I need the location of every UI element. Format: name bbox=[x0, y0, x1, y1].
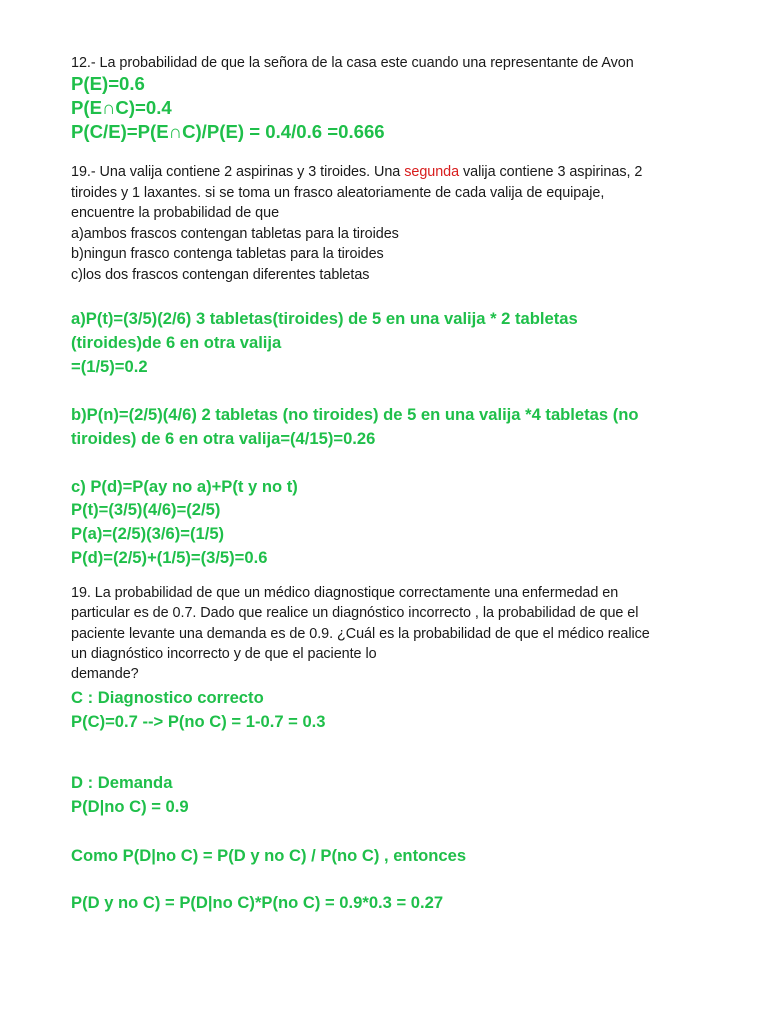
problem-19a-option-a: a)ambos frascos contengan tabletas para la tiroides bbox=[71, 226, 399, 242]
problem-19a-question-line-2: tiroides y 1 laxantes. si se toma un frasco aleatoriamente de cada valija de equipaje, bbox=[71, 185, 605, 201]
answer-c-definition: C : Diagnostico correcto bbox=[71, 688, 264, 707]
answer-como-line: Como P(D|no C) = P(D y no C) / P(no C) , entonces bbox=[71, 846, 467, 865]
problem-19b-question-line-5: demande? bbox=[71, 666, 139, 682]
answer-a-line-3: =(1/5)=0.2 bbox=[71, 357, 148, 376]
answer-c-line-2: P(t)=(3/5)(4/6)=(2/5) bbox=[71, 500, 221, 519]
answer-b-line-2: tiroides) de 6 en otra valija=(4/15)=0.26 bbox=[71, 429, 376, 448]
problem-19b-question-line-4: un diagnóstico incorrecto y de que el paciente lo bbox=[71, 646, 377, 662]
problem-19b-question-line-3: paciente levante una demanda es de 0.9. ¿Cuál es la probabilidad de que el médico realice bbox=[71, 626, 650, 642]
problem-12-answer-1: P(E)=0.6 bbox=[71, 73, 145, 94]
problem-12-answer-3: P(C/E)=P(E∩C)/P(E) = 0.4/0.6 =0.666 bbox=[71, 121, 385, 142]
problem-19a-question-line-3: encuentre la probabilidad de que bbox=[71, 205, 280, 221]
answer-d-definition: D : Demanda bbox=[71, 773, 173, 792]
answer-a-line-2: (tiroides)de 6 en otra valija bbox=[71, 333, 282, 352]
question-text-before: 19.- Una valija contiene 2 aspirinas y 3 tiroides. Una bbox=[71, 164, 405, 180]
problem-19b-question-line-1: 19. La probabilidad de que un médico diagnostique correctamente una enfermedad en bbox=[71, 585, 619, 601]
answer-a-line-1: a)P(t)=(3/5)(2/6) 3 tabletas(tiroides) de 5 en una valija * 2 tabletas bbox=[71, 309, 578, 328]
answer-c-line-1: c) P(d)=P(ay no a)+P(t y no t) bbox=[71, 477, 298, 496]
answer-d-probability: P(D|no C) = 0.9 bbox=[71, 797, 189, 816]
answer-c-probability: P(C)=0.7 --> P(no C) = 1-0.7 = 0.3 bbox=[71, 712, 326, 731]
problem-19a-question-line-1 bbox=[71, 164, 642, 180]
problem-19a-option-b: b)ningun frasco contenga tabletas para la tiroides bbox=[71, 246, 384, 262]
highlighted-word: segunda bbox=[404, 164, 460, 180]
answer-final-line: P(D y no C) = P(D|no C)*P(no C) = 0.9*0.3 = 0.27 bbox=[71, 893, 444, 912]
answer-c-line-4: P(d)=(2/5)+(1/5)=(3/5)=0.6 bbox=[71, 548, 268, 567]
answer-c-line-3: P(a)=(2/5)(3/6)=(1/5) bbox=[71, 524, 225, 543]
problem-12-question: 12.- La probabilidad de que la señora de la casa este cuando una representante de Avon bbox=[71, 55, 634, 71]
problem-19b-question-line-2: particular es de 0.7. Dado que realice un diagnóstico incorrecto , la probabilidad de que el bbox=[71, 605, 639, 621]
problem-12-answer-2: P(E∩C)=0.4 bbox=[71, 97, 172, 118]
question-text-after: valija contiene 3 aspirinas, 2 bbox=[459, 164, 643, 180]
problem-19a-option-c: c)los dos frascos contengan diferentes tabletas bbox=[71, 267, 370, 283]
answer-b-line-1: b)P(n)=(2/5)(4/6) 2 tabletas (no tiroides) de 5 en una valija *4 tabletas (no bbox=[71, 405, 639, 424]
